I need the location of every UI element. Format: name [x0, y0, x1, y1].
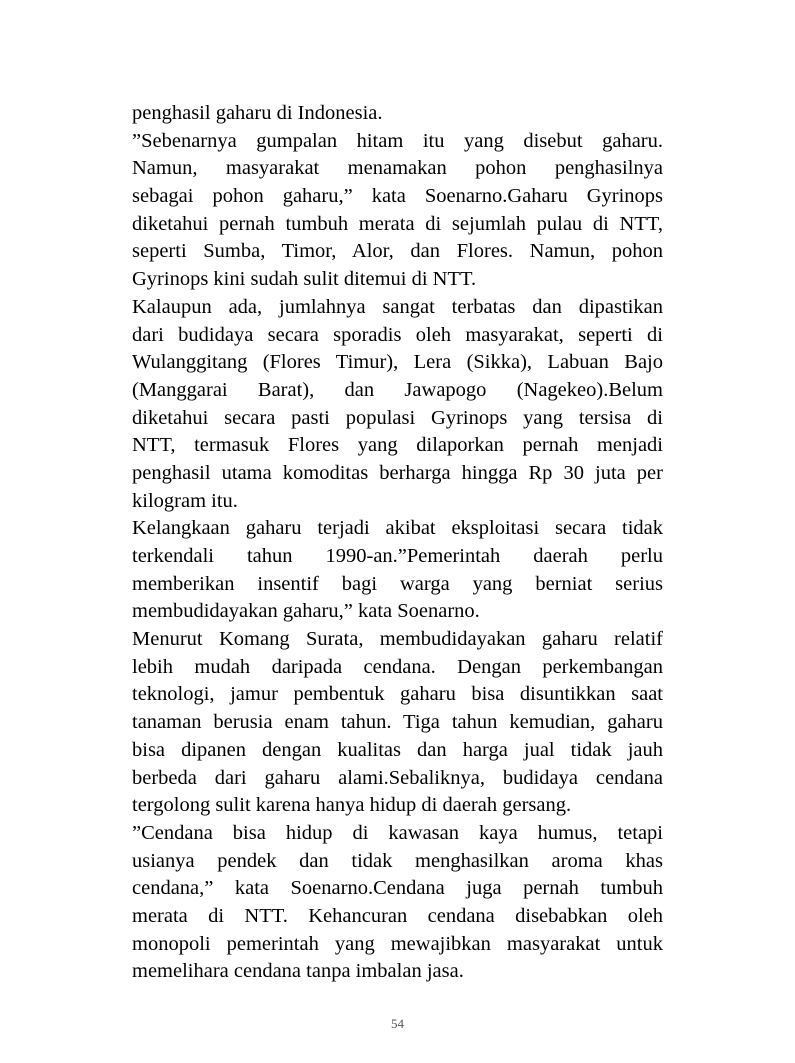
text-line: penghasil utama komoditas berharga hingga Rp 30 juta per: [132, 461, 663, 484]
text-line: Kelangkaan gaharu terjadi akibat eksploitasi secara tidak: [132, 517, 663, 540]
text-line: ”Sebenarnya gumpalan hitam itu yang disebut gaharu.: [132, 129, 663, 152]
text-line: bisa dipanen dengan kualitas dan harga jual tidak jauh: [132, 738, 663, 761]
text-line: dari budidaya secara sporadis oleh masyarakat, seperti di: [132, 323, 663, 346]
text-line: merata di NTT. Kehancuran cendana disebabkan oleh: [132, 904, 663, 927]
text-line: Menurut Komang Surata, membudidayakan gaharu relatif: [132, 628, 663, 651]
text-line: cendana,” kata Soenarno.Cendana juga pernah tumbuh: [132, 877, 663, 900]
text-line: memberikan insentif bagi warga yang berniat serius: [132, 572, 663, 595]
text-line: lebih mudah daripada cendana. Dengan perkembangan: [132, 655, 663, 678]
text-line: usianya pendek dan tidak menghasilkan aroma khas: [132, 849, 663, 872]
text-line: Kalaupun ada, jumlahnya sangat terbatas dan dipastikan: [132, 295, 663, 318]
text-line: sebagai pohon gaharu,” kata Soenarno.Gaharu Gyrinops: [132, 185, 663, 208]
page-number: 54: [391, 1016, 404, 1031]
text-line: monopoli pemerintah yang mewajibkan masyarakat untuk: [132, 932, 663, 955]
text-line: ”Cendana bisa hidup di kawasan kaya humus, tetapi: [132, 821, 663, 844]
text-line: berbeda dari gaharu alami.Sebaliknya, budidaya cendana: [132, 766, 663, 789]
text-line: kilogram itu.: [132, 489, 238, 512]
text-line: diketahui pernah tumbuh merata di sejumlah pulau di NTT,: [132, 212, 663, 235]
text-line: memelihara cendana tanpa imbalan jasa.: [132, 960, 464, 983]
text-line: Namun, masyarakat menamakan pohon penghasilnya: [132, 157, 663, 180]
text-line: (Manggarai Barat), dan Jawapogo (Nagekeo).Belum: [132, 378, 663, 401]
text-line: terkendali tahun 1990-an.”Pemerintah daerah perlu: [132, 545, 663, 567]
text-line: NTT, termasuk Flores yang dilaporkan pernah menjadi: [132, 434, 663, 457]
paragraph: [132, 820, 663, 986]
text-line: penghasil gaharu di Indonesia.: [132, 102, 383, 124]
paragraph: [132, 294, 663, 516]
text-line: teknologi, jamur pembentuk gaharu bisa disuntikkan saat: [132, 683, 663, 706]
paragraph: [132, 128, 663, 294]
text-line: Gyrinops kini sudah sulit ditemui di NTT.: [132, 268, 477, 291]
paragraph: [132, 100, 663, 128]
text-line: tergolong sulit karena hanya hidup di daerah gersang.: [132, 794, 572, 817]
text-line: tanaman berusia enam tahun. Tiga tahun kemudian, gaharu: [132, 711, 663, 734]
text-line: diketahui secara pasti populasi Gyrinops yang tersisa di: [132, 406, 663, 429]
text-line: Wulanggitang (Flores Timur), Lera (Sikka), Labuan Bajo: [132, 351, 663, 374]
document-body: [132, 100, 663, 986]
text-line: membudidayakan gaharu,” kata Soenarno.: [132, 600, 480, 623]
paragraph: [132, 515, 663, 626]
text-line: seperti Sumba, Timor, Alor, dan Flores. Namun, pohon: [132, 240, 663, 263]
paragraph: [132, 626, 663, 820]
